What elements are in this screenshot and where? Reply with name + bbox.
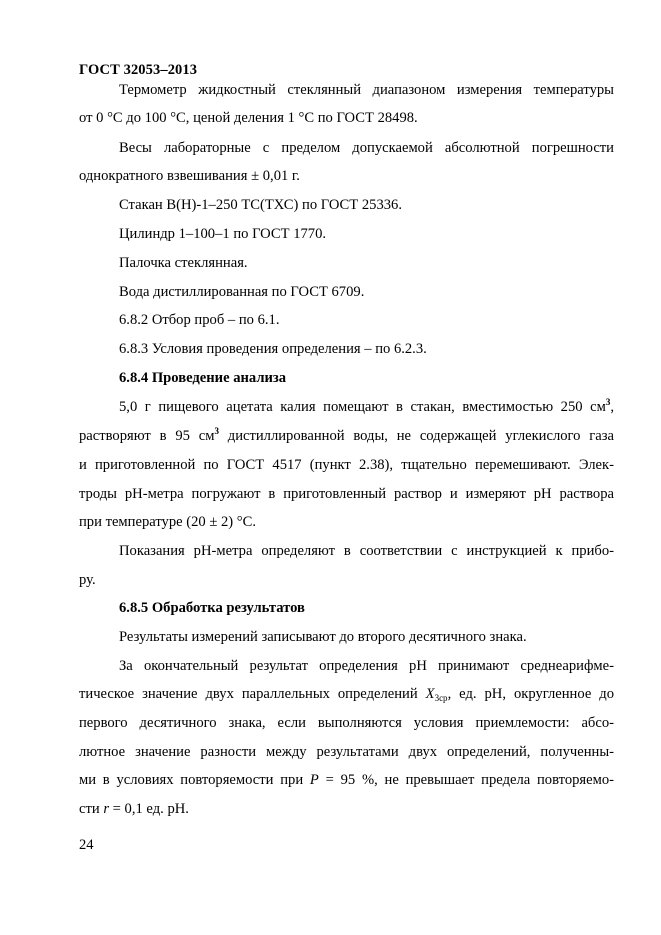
paragraph-line: Вода дистиллированная по ГОСТ 6709.: [119, 284, 365, 300]
superscript: 3: [214, 426, 219, 436]
text-run: = 95 %, не превышает предела повторяемо-: [318, 772, 614, 788]
paragraph-line: ру.: [79, 572, 96, 588]
variable-x: X: [425, 686, 435, 702]
paragraph-line: троды рН-метра погружают в приготовленный раствор и измеряют рН раствора: [79, 486, 614, 502]
text-run: , ед. рН, округленное до: [447, 686, 614, 702]
paragraph-line: Стакан В(Н)-1–250 ТС(ТХС) по ГОСТ 25336.: [119, 197, 402, 213]
paragraph-line: однократного взвешивания ± 0,01 г.: [79, 168, 300, 184]
text-run: ,: [610, 399, 614, 415]
paragraph-line: Цилиндр 1–100–1 по ГОСТ 1770.: [119, 226, 327, 242]
paragraph-line: [79, 685, 614, 703]
text-run: растворяют в 95 см: [79, 428, 215, 444]
paragraph-line: Весы лабораторные с пределом допускаемой абсолютной погрешности: [119, 140, 614, 156]
paragraph-line: Результаты измерений записывают до второго десятичного знака.: [119, 629, 527, 645]
page-number: 24: [79, 837, 94, 853]
text-run: ми в условиях повторяемости при: [79, 772, 310, 788]
paragraph-line: лютное значение разности между результатами двух определений, полученны-: [79, 744, 614, 760]
paragraph-line: [79, 771, 614, 789]
document-header: ГОСТ 32053–2013: [79, 62, 198, 78]
text-run: дистиллированной воды, не содержащей углекислого газа: [218, 428, 614, 444]
section-heading-6-8-4: 6.8.4 Проведение анализа: [119, 370, 287, 386]
subscript: 3ср: [434, 693, 448, 703]
variable-r: r: [103, 801, 110, 817]
paragraph-line: [119, 398, 614, 416]
paragraph-line: Показания рН-метра определяют в соответствии с инструкцией к прибо-: [119, 543, 614, 559]
paragraph-line: и приготовленной по ГОСТ 4517 (пункт 2.38), тщательно перемешивают. Элек-: [79, 457, 614, 473]
paragraph-line: Палочка стеклянная.: [119, 255, 248, 271]
paragraph-line: 6.8.2 Отбор проб – по 6.1.: [119, 312, 280, 328]
paragraph-line: [79, 427, 614, 445]
paragraph-line: [79, 800, 189, 818]
section-heading-6-8-5: 6.8.5 Обработка результатов: [119, 600, 305, 616]
text-run: 5,0 г пищевого ацетата калия помещают в стакан, вместимостью 250 см: [119, 399, 606, 415]
paragraph-line: За окончательный результат определения рН принимают среднеарифме-: [119, 658, 614, 674]
superscript: 3: [605, 397, 611, 407]
text-run: сти: [79, 801, 104, 817]
paragraph-line: при температуре (20 ± 2) °С.: [79, 514, 257, 530]
variable-p: P: [309, 772, 319, 788]
paragraph-line: первого десятичного знака, если выполняются условия приемлемости: абсо-: [79, 715, 614, 731]
text-run: = 0,1 ед. рН.: [109, 801, 189, 817]
paragraph-line: 6.8.3 Условия проведения определения – по 6.2.3.: [119, 341, 427, 357]
text-run: тическое значение двух параллельных определений: [79, 686, 426, 702]
paragraph-line: Термометр жидкостный стеклянный диапазоном измерения температуры: [119, 82, 614, 98]
paragraph-line: от 0 °С до 100 °С, ценой деления 1 °С по ГОСТ 28498.: [79, 110, 418, 126]
